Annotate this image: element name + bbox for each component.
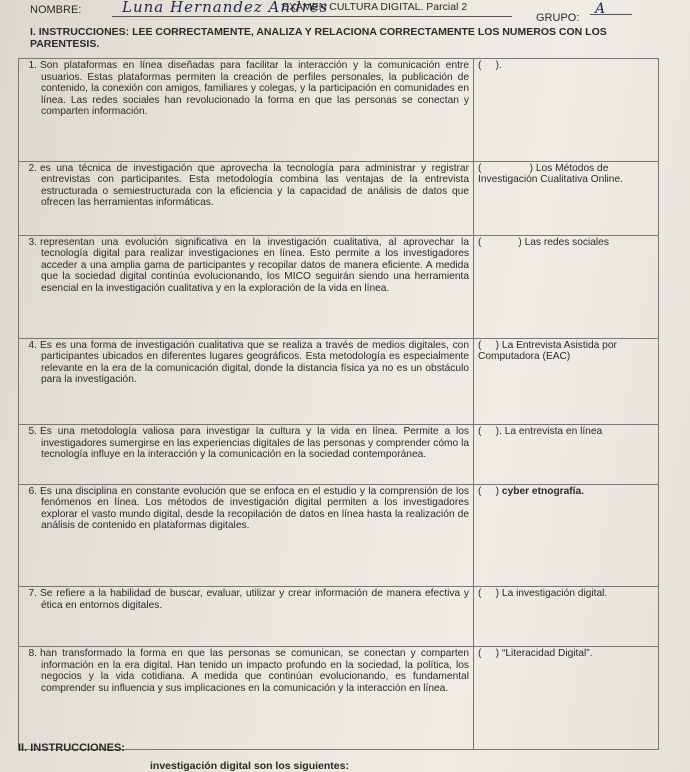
name-label: NOMBRE: <box>30 4 82 16</box>
item-description: 4. Es es una forma de investigación cualitativa que se realiza a través de medios digitales, con participantes ubicados en diferentes lugares geográficos. Esta metodología es especialmente relevante en la era de la comunicación digital, donde la distancia física ya no es un obstáculo para la investigación. <box>19 338 474 424</box>
answer-cell[interactable]: ( ). <box>474 59 659 162</box>
table-row <box>19 647 659 750</box>
item-description: 2. es una técnica de investigación que aprovecha la tecnología para administrar y registrar entrevistas con participantes. Esta metodología combina las ventajas de la entrevista estructurada o semiestructurada con la eficiencia y la capacidad de análisis de datos que ofrecen las herramientas informáticas. <box>19 161 474 235</box>
exam-title: EXAMEN CULTURA DIGITAL. Parcial 2 <box>282 1 468 13</box>
table-row <box>19 235 659 338</box>
item-description: 3. representan una evolución significativa en la investigación cualitativa, al aprovechar la tecnología digital para realizar investigaciones en línea. Esto permite a los investigadores acceder a una amplia gama de participantes y recopilar datos de manera eficiente. A medida que la sociedad digital continúa evolucionando, los MICO seguirán siendo una herramienta esencial en la investigación cualitativa y en la exploración de la vida en línea. <box>19 235 474 338</box>
item-description: 7. Se refiere a la habilidad de buscar, evaluar, utilizar y crear información de manera efectiva y ética en entornos digitales. <box>19 587 474 647</box>
answer-cell[interactable]: ( ) “Literacidad Digital”. <box>474 647 659 750</box>
answer-cell[interactable]: ( ) La investigación digital. <box>474 587 659 647</box>
group-label: GRUPO: <box>536 12 580 24</box>
section-2-title: II. INSTRUCCIONES: <box>18 742 125 754</box>
item-description: 8. han transformado la forma en que las personas se comunican, se conectan y comparten información en la era digital. Han tenido un impacto profundo en la sociedad, la política, los negocios y la vida cotidiana. A medida que continúan evolucionando, es fundamental comprender su influencia y sus implicaciones en la comunicación y la interacción en línea. <box>19 647 474 750</box>
item-description: 1. Son plataformas en línea diseñadas para facilitar la interacción y la comunicación entre usuarios. Estas plataformas permiten la creación de perfiles personales, la publicación de contenido, la conexión con amigos, familiares y colegas, y la participación en comunidades en línea. Las redes sociales han revolucionado la forma en que las personas se conectan y comparten información. <box>19 59 474 162</box>
item-description: 6. Es una disciplina en constante evolución que se enfoca en el estudio y la comprensión de los fenómenos en línea. Los métodos de investigación digital permiten a los investigadores explorar el vasto mundo digital, desde la recopilación de datos en línea hasta la realización de análisis de contenido en plataformas digitales. <box>19 484 474 587</box>
answer-cell[interactable]: ( ). La entrevista en línea <box>474 425 659 485</box>
student-name-handwritten: Luna Hernandez Andres <box>122 0 329 16</box>
table-row <box>19 484 659 587</box>
name-line <box>112 16 512 17</box>
answer-cell[interactable]: ( ) cyber etnografía. <box>474 484 659 587</box>
table-row <box>19 425 659 485</box>
answer-cell[interactable]: ( ) Las redes sociales <box>474 235 659 338</box>
item-description: 5. Es una metodología valiosa para investigar la cultura y la vida en línea. Permite a los investigadores sumergirse en las experiencias digitales de las personas y comprender cómo la tecnología influye en la interacción y la comunicación en la sociedad contemporánea. <box>19 425 474 485</box>
table-row <box>19 338 659 424</box>
answer-cell[interactable]: ( ) Los Métodos de Investigación Cualitativa Online. <box>474 161 659 235</box>
table-row <box>19 587 659 647</box>
answer-cell[interactable]: ( ) La Entrevista Asistida por Computadora (EAC) <box>474 338 659 424</box>
matching-table <box>18 58 659 750</box>
section-2-text: investigación digital son los siguientes: <box>150 760 349 772</box>
table-row <box>19 161 659 235</box>
table-row <box>19 59 659 162</box>
instructions: I. INSTRUCCIONES: LEE CORRECTAMENTE, ANALIZA Y RELACIONA CORRECTAMENTE LOS NUMEROS CON LOS PARENTESIS. <box>30 26 607 50</box>
group-value-handwritten: A <box>595 1 606 17</box>
